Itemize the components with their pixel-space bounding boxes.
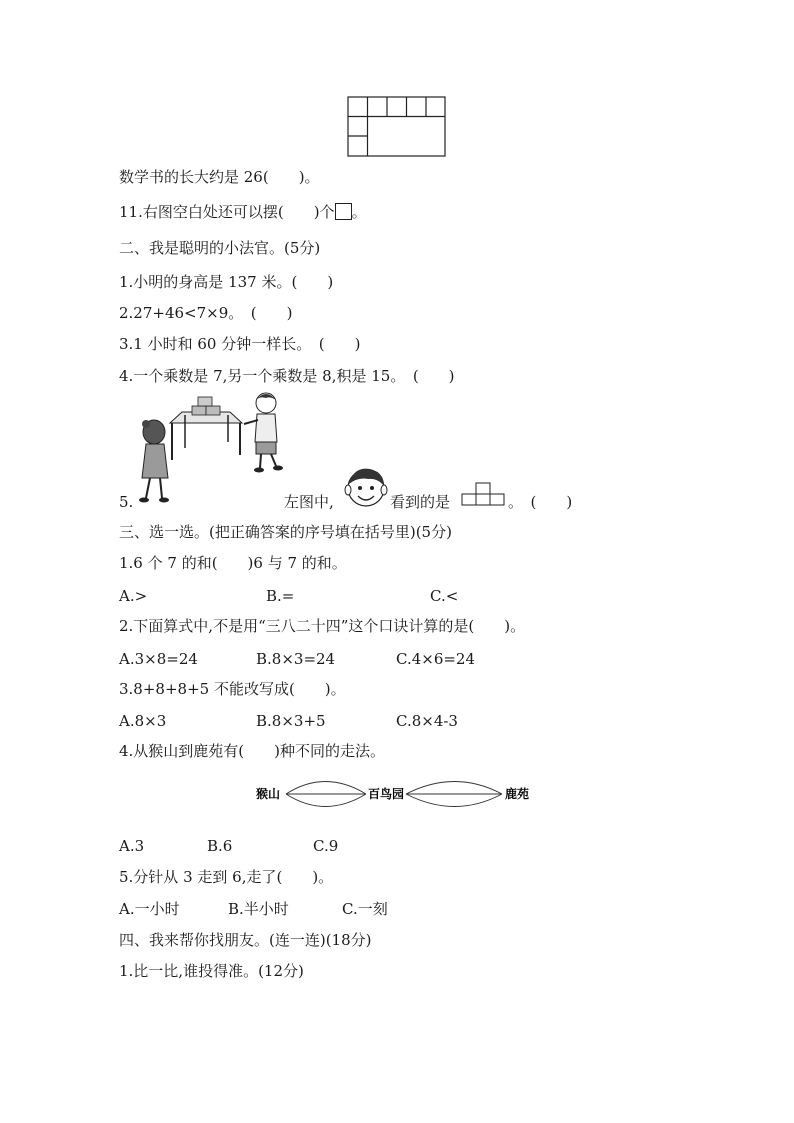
boy-face-icon	[344, 464, 390, 508]
section-3-heading: 三、选一选。(把正确答案的序号填在括号里)(5分)	[119, 523, 452, 541]
choice-q1-option-a: A.>	[119, 587, 148, 605]
judge-item-5-seen: 看到的是	[390, 493, 451, 511]
place-bird-garden: 百鸟园	[368, 787, 405, 801]
judge-item-1: 1.小明的身高是 137 米。( )	[119, 273, 334, 291]
choice-q4-option-c: C.9	[313, 837, 339, 855]
question-11-text: 11.右图空白处还可以摆( )个	[119, 203, 335, 221]
judge-item-5-answer: 。 ( )	[508, 493, 573, 511]
place-monkey-hill: 猴山	[256, 787, 281, 801]
judge-item-2: 2.27+46<7×9。 ( )	[119, 304, 293, 322]
choice-q4-option-a: A.3	[119, 837, 145, 855]
judge-item-5-text: 左图中,	[284, 493, 334, 511]
grid-figure	[347, 96, 447, 158]
choice-q1-option-c: C.<	[430, 587, 459, 605]
choice-q3-stem: 3.8+8+8+5 不能改写成( )。	[119, 680, 346, 698]
section-2-heading: 二、我是聪明的小法官。(5分)	[119, 239, 321, 257]
choice-q4-option-b: B.6	[207, 837, 233, 855]
choice-q1-option-b: B.=	[266, 587, 295, 605]
choice-q5-option-c: C.一刻	[342, 900, 388, 918]
choice-q2-option-b: B.8×3=24	[256, 650, 336, 668]
question-11-end: 。	[351, 203, 367, 221]
choice-q3-option-b: B.8×3+5	[256, 712, 326, 730]
choice-q2-option-c: C.4×6=24	[396, 650, 476, 668]
route-diagram	[250, 774, 540, 814]
square-icon	[335, 203, 352, 220]
judge-item-4: 4.一个乘数是 7,另一个乘数是 8,积是 15。 ( )	[119, 367, 455, 385]
children-table-illustration	[130, 390, 290, 505]
choice-q5-stem: 5.分针从 3 走到 6,走了( )。	[119, 868, 334, 886]
block-view-icon	[461, 483, 507, 507]
choice-q3-option-c: C.8×4-3	[396, 712, 458, 730]
question-10: 数学书的长大约是 26( )。	[119, 168, 320, 186]
choice-q2-stem: 2.下面算式中,不是用“三八二十四”这个口诀计算的是( )。	[119, 617, 526, 635]
judge-item-3: 3.1 小时和 60 分钟一样长。 ( )	[119, 335, 361, 353]
place-deer-park: 鹿苑	[505, 787, 530, 801]
section-4-heading: 四、我来帮你找朋友。(连一连)(18分)	[119, 931, 372, 949]
choice-q2-option-a: A.3×8=24	[119, 650, 198, 668]
judge-item-5-number: 5.	[119, 493, 134, 511]
choice-q1-stem: 1.6 个 7 的和( )6 与 7 的和。	[119, 554, 347, 572]
question-11	[119, 203, 367, 221]
choice-q5-option-b: B.半小时	[228, 900, 289, 918]
choice-q3-option-a: A.8×3	[119, 712, 167, 730]
choice-q5-option-a: A.一小时	[119, 900, 180, 918]
match-q1-stem: 1.比一比,谁投得准。(12分)	[119, 962, 304, 980]
choice-q4-stem: 4.从猴山到鹿苑有( )种不同的走法。	[119, 742, 386, 760]
